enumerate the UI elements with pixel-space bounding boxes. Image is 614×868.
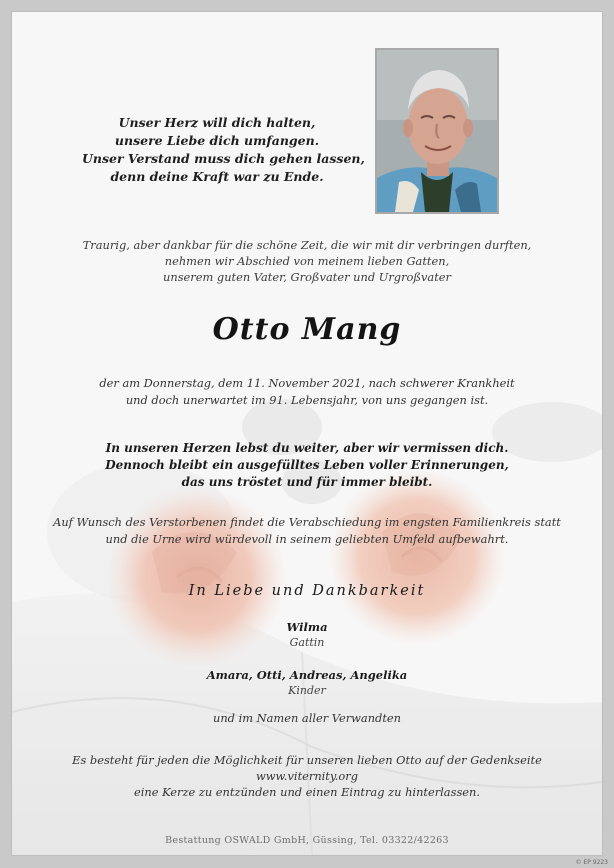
memorial-quote [32,440,582,491]
funeral-wish [22,514,592,548]
memorial-line: eine Kerze zu entzünden und einen Eintrag zu hinterlassen. [134,785,480,799]
mourners-heading: In Liebe und Dankbarkeit [188,583,426,599]
death-notice [32,375,582,409]
death-line: der am Donnerstag, dem 11. November 2021, nach schwerer Krankheit [99,376,515,390]
verse-line: Unser Verstand muss dich gehen lassen, [82,151,365,166]
verse [82,114,365,186]
verse-line: denn deine Kraft war zu Ende. [110,169,324,184]
intro-line: Traurig, aber dankbar für die schöne Zeit, die wir mit dir verbringen durften, [82,238,532,252]
quote-line: Dennoch bleibt ein ausgefülltes Leben voller Erinnerungen, [105,458,509,472]
memorial-website: www.viternity.org [255,769,359,783]
mourner-names: Wilma [286,620,328,634]
deceased-name: Otto Mang [212,312,402,347]
mourner-names: Amara, Otti, Andreas, Angelika [206,668,408,682]
death-line: und doch unerwartet im 91. Lebensjahr, von uns gegangen ist. [125,393,489,407]
wish-line: Auf Wunsch des Verstorbenen findet die Verabschiedung im engsten Familienkreis statt [53,515,561,529]
quote-line: In unseren Herzen lebst du weiter, aber wir vermissen dich. [105,441,509,455]
memorial-line: Es besteht für jeden die Möglichkeit für unseren lieben Otto auf der Gedenkseite [72,753,542,767]
mourner-role: Gattin [289,636,325,649]
wish-line: und die Urne wird würdevoll in seinem geliebten Umfeld aufbewahrt. [105,532,509,546]
verse-line: Unser Herz will dich halten, [118,115,316,130]
memorial-page-info [32,752,582,800]
relatives-line: und im Namen aller Verwandten [213,711,401,725]
mourner-role: Kinder [288,684,326,697]
intro-line: unserem guten Vater, Großvater und Urgroßvater [163,270,451,284]
obituary-sheet [12,12,602,855]
portrait-photo [375,48,499,214]
undertaker-info: Bestattung OSWALD GmbH, Güssing, Tel. 03322/42263 [165,835,449,846]
portrait-image [377,50,497,212]
print-code: © EP 9223 [575,859,608,866]
quote-line: das uns tröstet und für immer bleibt. [181,475,433,489]
intro-line: nehmen wir Abschied von meinem lieben Gatten, [164,254,450,268]
verse-line: unsere Liebe dich umfangen. [114,133,320,148]
intro-text [32,237,582,285]
